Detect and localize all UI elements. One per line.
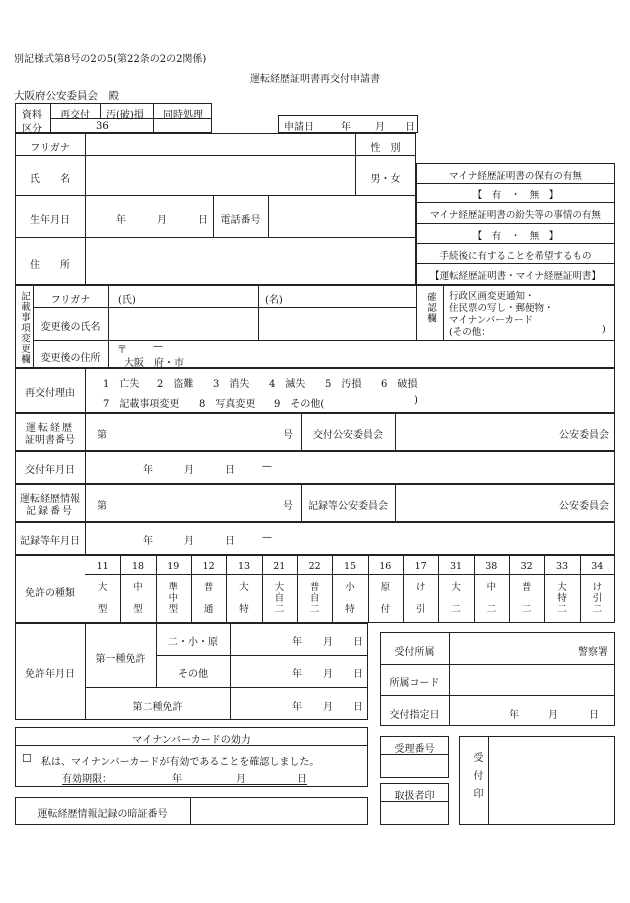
record-number-prefix: 第: [97, 501, 107, 512]
record-date-label: 記録等年月日: [20, 536, 80, 547]
application-date-label: 申請日: [284, 122, 314, 133]
class1-label: 第一種免許: [95, 654, 146, 665]
confirm-line-3[interactable]: マイナンバーカード: [449, 315, 533, 326]
reason-1[interactable]: 1 亡失: [103, 379, 140, 390]
receipt-number-label: 受理番号: [394, 744, 435, 755]
validity-underline: [62, 784, 307, 785]
loss-question: マイナ経歴証明書の紛失等の事情の有無: [430, 210, 601, 221]
birth-day: 日: [198, 215, 208, 226]
designated-day: 日: [589, 710, 599, 721]
changes-side-label: 記載事項変更欄: [19, 291, 30, 365]
desired-options[interactable]: 【運転経歴証明書・マイナ経歴証明書】: [430, 271, 601, 282]
phone-field[interactable]: [269, 196, 415, 236]
handler-seal-label: 取扱者印: [394, 791, 435, 802]
license-code: 33: [555, 561, 569, 572]
reason-3[interactable]: 3 消失: [213, 379, 250, 390]
class1-sub2: その他: [178, 669, 208, 680]
license-code: 38: [485, 561, 498, 572]
new-name-label: 変更後の氏名: [40, 322, 101, 333]
c2-day: 日: [353, 702, 363, 713]
issue-date-row: [15, 451, 615, 484]
license-kind[interactable]: 中 二: [486, 582, 497, 615]
possession-options[interactable]: 【 有 ・ 無 】: [472, 190, 559, 201]
record-day: 日: [225, 536, 235, 547]
form-reference: 別記様式第8号の2の5(第22条の2の2関係): [14, 54, 207, 65]
new-name-field[interactable]: [109, 308, 415, 339]
license-kind[interactable]: 原 付: [380, 582, 391, 615]
form-title: 運転経歴証明書再交付申請書: [250, 74, 380, 85]
record-date-row: [15, 522, 615, 555]
c1s2-day: 日: [353, 669, 363, 680]
birth-month: 月: [157, 215, 167, 226]
c1s2-month: 月: [323, 669, 333, 680]
addressee: 大阪府公安委員会 殿: [14, 90, 119, 102]
confirm-line-4[interactable]: (その他：: [449, 327, 491, 338]
data-class-code: 36: [96, 121, 109, 132]
simultaneous-label: 同時処理: [163, 110, 203, 121]
reason-8[interactable]: 8 写真変更: [199, 399, 256, 410]
license-kind[interactable]: け 引 二: [592, 582, 603, 615]
record-year: 年: [143, 536, 153, 547]
license-code: 11: [96, 561, 109, 572]
designated-year: 年: [509, 710, 519, 721]
postal-dash: —: [153, 341, 163, 352]
license-code: 21: [273, 561, 286, 572]
cert-issuer-suffix: 公安委員会: [559, 430, 609, 441]
license-kind[interactable]: け 引: [415, 582, 426, 615]
mynumber-statement: 私は、マイナンバーカードが有効であることを確認しました。: [41, 757, 320, 768]
birth-date-label: 生年月日: [30, 215, 70, 226]
cert-number-label2: 証明書番号: [25, 435, 75, 446]
police-suffix: 警察署: [578, 647, 608, 658]
pin-field[interactable]: [191, 798, 367, 824]
issue-year: 年: [143, 465, 153, 476]
address-label: 住 所: [30, 260, 70, 271]
reason-7[interactable]: 7 記載事項変更: [103, 399, 180, 410]
office-code-label: 所属コード: [389, 678, 440, 689]
change-furigana-label: フリガナ: [50, 295, 91, 306]
reason-9-close: ): [414, 395, 418, 406]
mynumber-card-title: マイナンバーカードの効力: [132, 735, 251, 746]
record-number-label2: 記録番号: [26, 506, 74, 517]
issue-month: 月: [184, 465, 194, 476]
possession-question: マイナ経歴証明書の保有の有無: [449, 171, 582, 182]
c1s1-month: 月: [323, 637, 333, 648]
record-issuer-suffix: 公安委員会: [559, 501, 609, 512]
class2-label: 第二種免許: [132, 702, 183, 713]
gender-options[interactable]: 男・女: [370, 174, 401, 185]
license-kind[interactable]: 普 通: [203, 582, 214, 615]
name-label: 氏 名: [30, 174, 70, 185]
damage-label: 汚(破)損: [106, 110, 144, 121]
loss-options[interactable]: 【 有 ・ 無 】: [472, 231, 559, 242]
record-month: 月: [184, 536, 194, 547]
validity-month: 月: [236, 774, 246, 785]
c1s1-day: 日: [353, 637, 363, 648]
address-field[interactable]: [86, 238, 415, 284]
license-types-label: 免許の種類: [25, 588, 75, 599]
confirm-line-1[interactable]: 行政区画変更通知・: [449, 291, 535, 302]
license-code: 32: [520, 561, 533, 572]
desired-question: 手続後に有することを希望するもの: [439, 251, 592, 262]
confirm-checkbox[interactable]: ☐: [22, 752, 32, 765]
license-kind[interactable]: 準 中 型: [168, 582, 179, 615]
reason-6[interactable]: 6 破損: [381, 379, 418, 390]
gender-label: 性 別: [370, 143, 401, 154]
license-code: 34: [591, 561, 604, 572]
license-code: 22: [308, 561, 321, 572]
data-class-label1: 資料: [22, 110, 42, 121]
license-kind[interactable]: 普 二: [521, 582, 532, 615]
validity-day: 日: [297, 774, 307, 785]
license-dates-label: 免許年月日: [25, 669, 75, 680]
stamp-label: 受付印: [471, 752, 482, 806]
license-kind[interactable]: 普 自 二: [309, 582, 320, 615]
license-kind[interactable]: 大 二: [451, 582, 461, 615]
reception-label: 受付所属: [394, 647, 435, 658]
phone-label: 電話番号: [220, 215, 261, 226]
designated-date-label: 交付指定日: [389, 710, 440, 721]
c2-year: 年: [292, 702, 302, 713]
postal-mark: 〒: [117, 345, 127, 356]
pin-label: 運転経歴情報記録の暗証番号: [37, 809, 168, 820]
data-class-label2: 区分: [22, 124, 42, 135]
license-kind[interactable]: 大 自 二: [274, 582, 285, 615]
c2-month: 月: [323, 702, 333, 713]
app-month: 月: [375, 122, 385, 133]
given-name-label: (名): [265, 295, 283, 306]
license-code: 19: [167, 561, 180, 572]
confirm-close-paren: ): [602, 324, 606, 335]
record-issuer-label: 記録等公安委員会: [308, 501, 388, 512]
reissue-label: 再交付: [60, 110, 90, 121]
surname-label: (氏): [118, 295, 136, 306]
issue-date-label: 交付年月日: [25, 465, 75, 476]
validity-label: 有効期限：: [62, 774, 112, 785]
license-code: 12: [202, 561, 215, 572]
license-kind[interactable]: 大 特: [239, 582, 249, 615]
license-code: 31: [449, 561, 463, 572]
license-kind[interactable]: 小 特: [345, 582, 355, 615]
license-code: 15: [343, 561, 357, 572]
office-code-field[interactable]: [450, 665, 614, 694]
prefecture-line: 大阪 府・市: [124, 358, 184, 369]
cert-issuer-label: 交付公安委員会: [313, 430, 383, 441]
issue-dash: —: [262, 461, 272, 472]
issue-day: 日: [225, 465, 235, 476]
name-field[interactable]: [86, 156, 354, 194]
cert-number-suffix: 号: [283, 430, 293, 441]
reason-4[interactable]: 4 滅失: [269, 379, 306, 390]
license-kind[interactable]: 大 型: [97, 582, 108, 615]
furigana-label: フリガナ: [30, 143, 70, 154]
confirm-line-2[interactable]: 住民票の写し・郵便物・: [449, 303, 554, 314]
license-kind[interactable]: 大 特 二: [557, 582, 567, 615]
cert-number-label1: 運転経歴: [26, 423, 74, 434]
reasons-label: 再交付理由: [25, 388, 75, 399]
license-kind[interactable]: 中 型: [133, 582, 143, 615]
record-number-suffix: 号: [283, 501, 293, 512]
reason-2[interactable]: 2 盗難: [157, 379, 194, 390]
cert-number-prefix: 第: [97, 430, 107, 441]
license-code: 16: [379, 561, 392, 572]
c1s1-year: 年: [292, 637, 302, 648]
birth-year: 年: [116, 215, 126, 226]
app-day: 日: [405, 122, 415, 133]
license-code: 18: [131, 561, 145, 572]
new-address-label: 変更後の住所: [40, 353, 101, 364]
confirm-label: 確認欄: [425, 292, 436, 324]
record-dash: —: [262, 532, 272, 543]
c1s2-year: 年: [292, 669, 302, 680]
reason-5[interactable]: 5 汚損: [325, 379, 362, 390]
app-year: 年: [341, 122, 351, 133]
record-number-label1: 運転経歴情報: [20, 494, 80, 505]
license-code: 17: [414, 561, 427, 572]
validity-year: 年: [172, 774, 182, 785]
class1-sub1: 二・小・原: [168, 637, 218, 648]
designated-month: 月: [548, 710, 558, 721]
license-code: 13: [237, 561, 251, 572]
reason-9[interactable]: 9 その他(: [274, 399, 325, 410]
